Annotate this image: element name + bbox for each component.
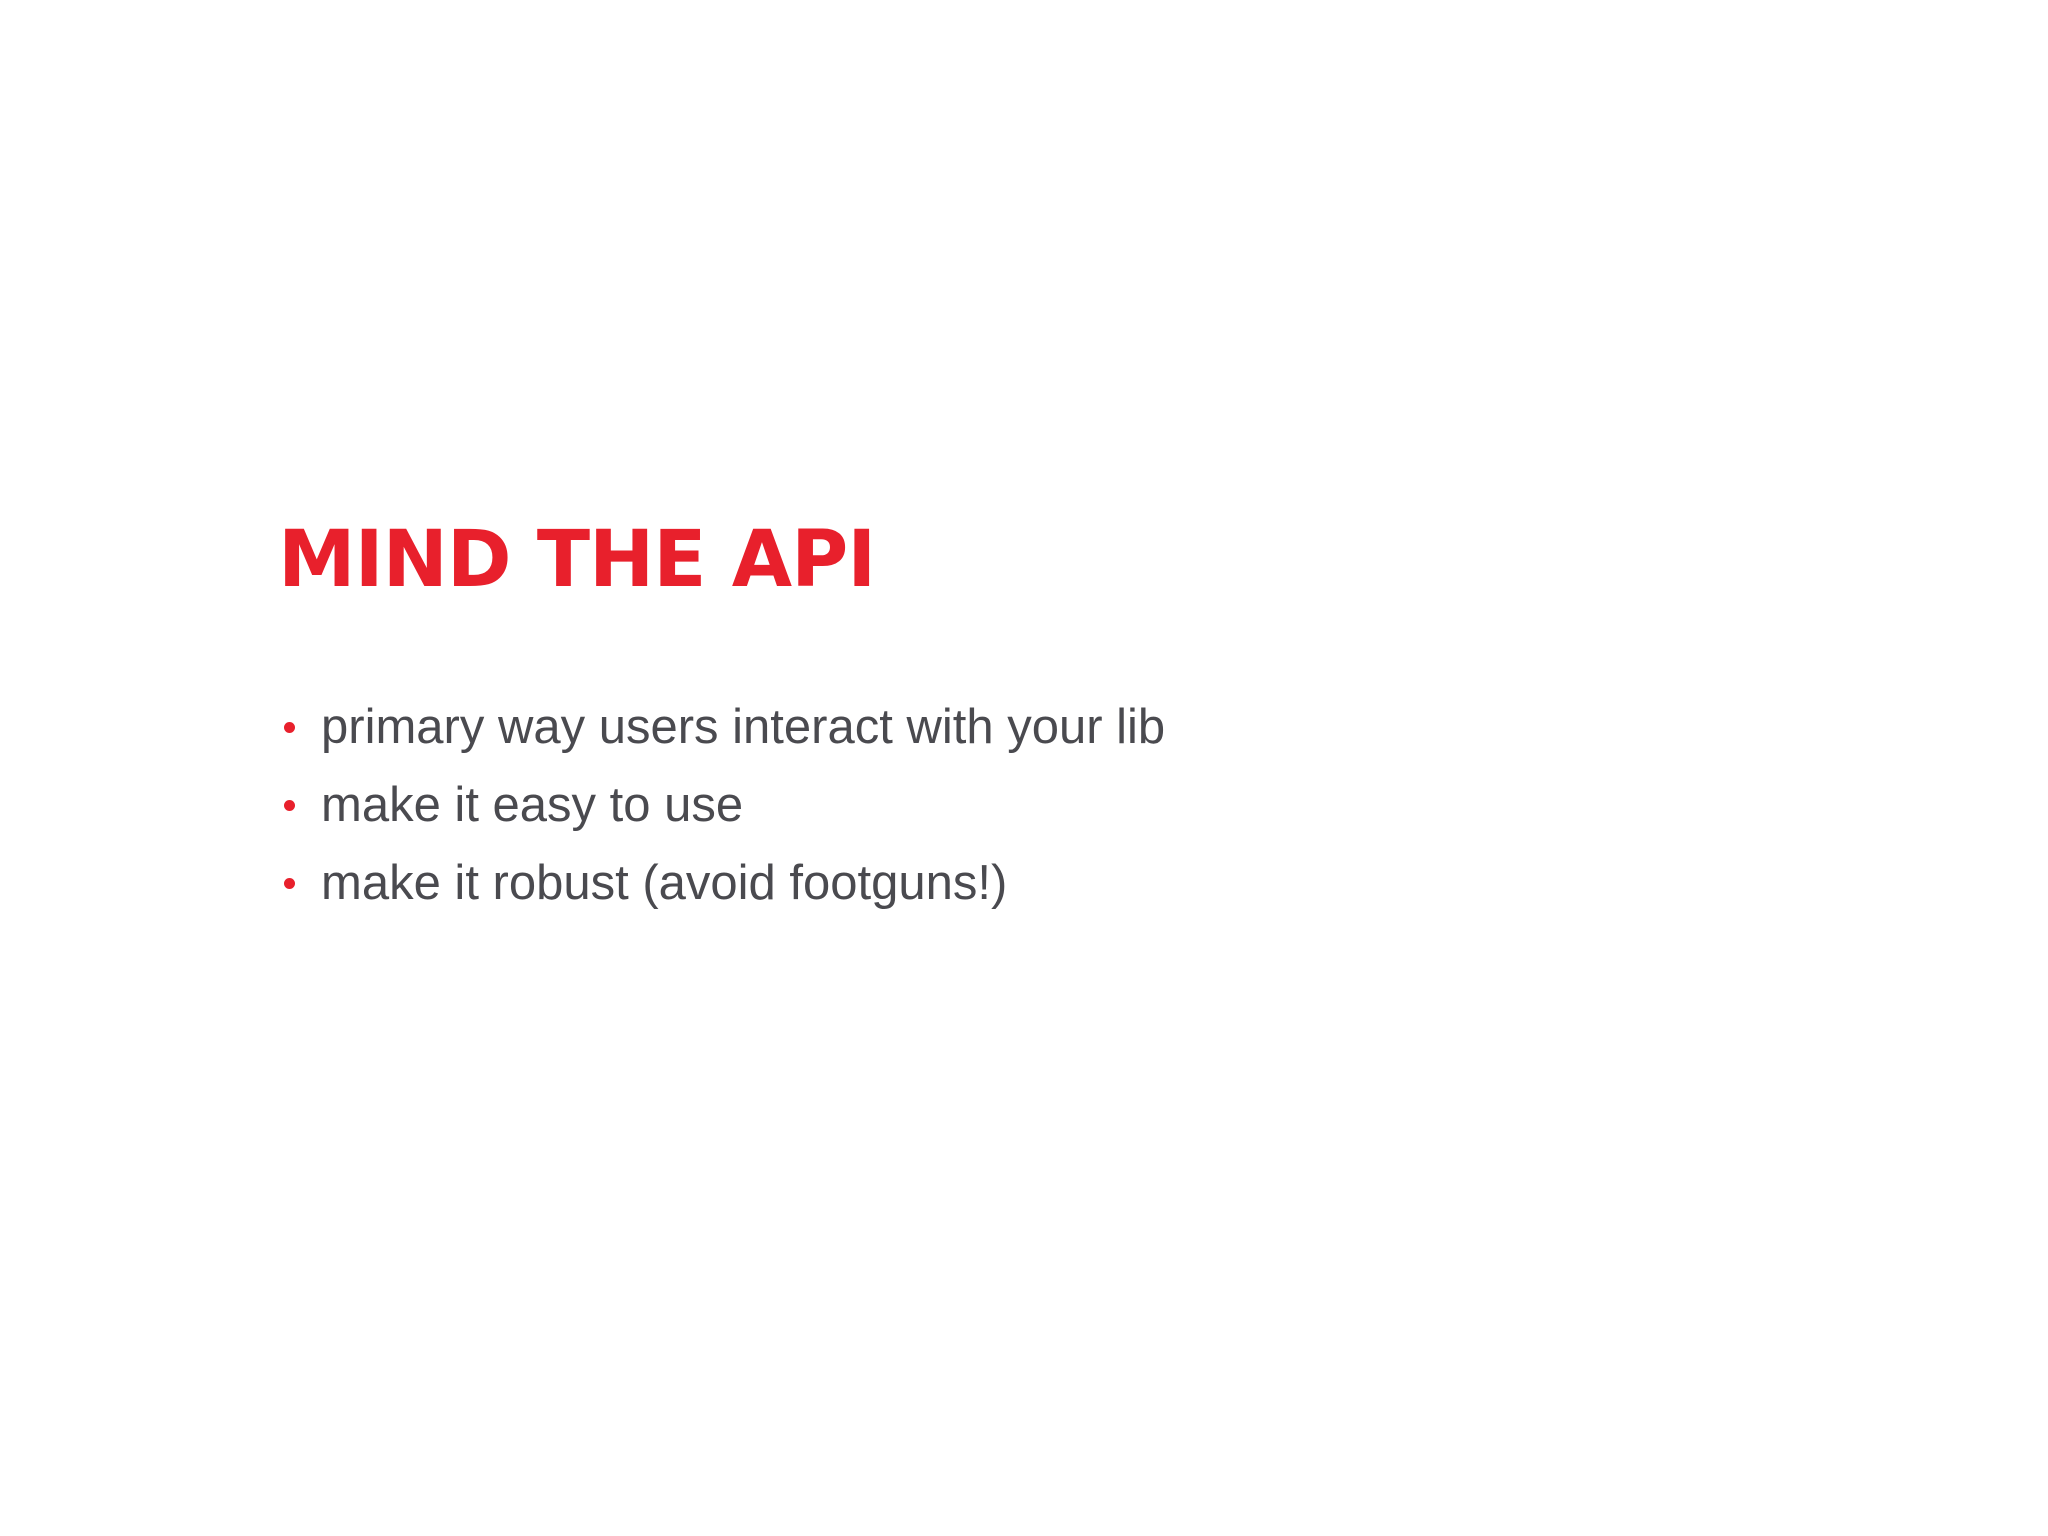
list-item	[280, 766, 1165, 844]
bullet-dot-icon	[284, 800, 295, 811]
bullet-list	[280, 688, 1165, 922]
slide-title: MIND THE API	[278, 515, 876, 605]
bullet-dot-icon	[284, 878, 295, 889]
bullet-text: make it easy to use	[321, 778, 744, 832]
list-item	[280, 688, 1165, 766]
bullet-text: make it robust (avoid footguns!)	[321, 856, 1008, 910]
bullet-dot-icon	[284, 722, 295, 733]
bullet-text: primary way users interact with your lib	[321, 700, 1166, 754]
list-item	[280, 844, 1165, 922]
